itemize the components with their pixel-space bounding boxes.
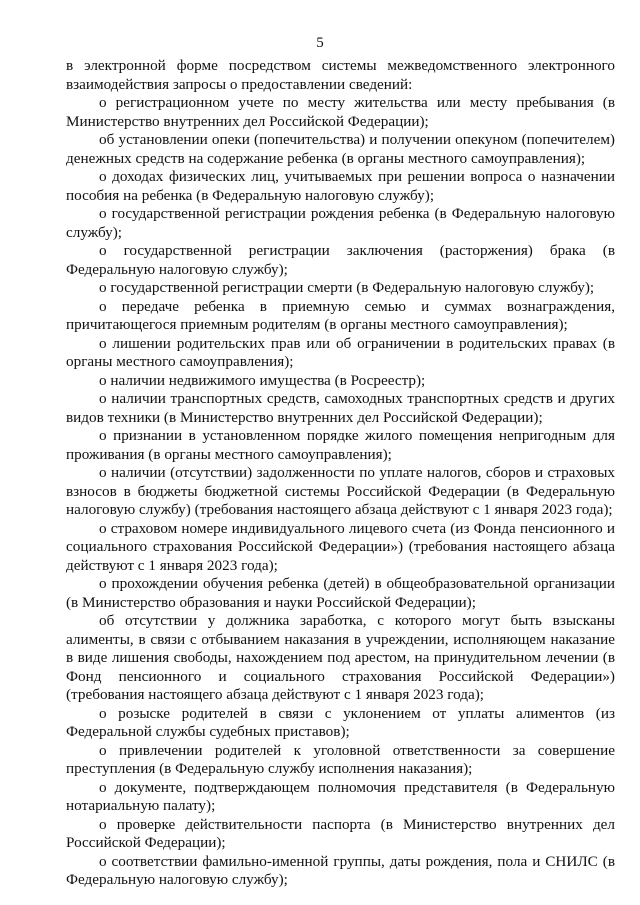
list-item-foster-family: о передаче ребенка в приемную семью и суммах вознаграждения, причитающегося приемным родителям (в органы местного самоуправления); bbox=[66, 297, 615, 333]
list-item-parental-rights: о лишении родительских прав или об ограничении в родительских правах (в органы местного самоуправления); bbox=[66, 334, 615, 370]
document-body bbox=[66, 57, 615, 890]
list-item-real-estate: о наличии недвижимого имущества (в Росреестр); bbox=[99, 371, 426, 389]
list-item-tax-debt: о наличии (отсутствии) задолженности по уплате налогов, сборов и страховых взносов в бюджеты бюджетной системы Российской Федерации (в Федеральную налоговую службу) (требования настоящего абзаца действуют с 1 января 2023 года); bbox=[66, 464, 615, 518]
list-item-criminal-liability: о привлечении родителей к уголовной ответственности за совершение преступления (в Федеральную службу исполнения наказания); bbox=[66, 741, 615, 777]
page-number: 5 bbox=[316, 35, 324, 51]
list-item-name-data-match: о соответствии фамильно-именной группы, даты рождения, пола и СНИЛС (в Федеральную налоговую службу); bbox=[66, 852, 615, 888]
list-item-birth-registration: о государственной регистрации рождения ребенка (в Федеральную налоговую службу); bbox=[66, 205, 615, 241]
list-item-personal-income: о доходах физических лиц, учитываемых при решении вопроса о назначении пособия на ребенка (в Федеральную налоговую службу); bbox=[66, 168, 615, 204]
list-item-housing-unfit: о признании в установленном порядке жилого помещения непригодным для проживания (в органы местного самоуправления); bbox=[66, 427, 615, 463]
list-item-guardianship: об установлении опеки (попечительства) и получении опекуном (попечителем) денежных средств на содержание ребенка (в органы местного самоуправления); bbox=[66, 131, 615, 167]
list-item-passport-check: о проверке действительности паспорта (в Министерство внутренних дел Российской Федерации); bbox=[66, 815, 615, 851]
intro-paragraph: в электронной форме посредством системы межведомственного электронного взаимодействия запросы о предоставлении сведений: bbox=[66, 57, 615, 93]
list-item-representative-document: о документе, подтверждающем полномочия представителя (в Федеральную нотариальную палату); bbox=[66, 778, 615, 814]
list-item-school-education: о прохождении обучения ребенка (детей) в общеобразовательной организации (в Министерство образования и науки Российской Федерации); bbox=[66, 575, 615, 611]
list-item-marriage-registration: о государственной регистрации заключения (расторжения) брака (в Федеральную налоговую службу); bbox=[66, 242, 615, 278]
list-item-snils-number: о страховом номере индивидуального лицевого счета (из Фонда пенсионного и социального страхования Российской Федерации») (требования настоящего абзаца действуют с 1 января 2023 года); bbox=[66, 519, 615, 574]
list-item-death-registration: о государственной регистрации смерти (в Федеральную налоговую службу); bbox=[99, 279, 595, 296]
list-item-parent-search: о розыске родителей в связи с уклонением от уплаты алиментов (из Федеральной службы судебных приставов); bbox=[66, 704, 615, 740]
list-item-residence-registration: о регистрационном учете по месту жительства или месту пребывания (в Министерство внутренних дел Российской Федерации); bbox=[66, 94, 615, 130]
list-item-vehicles: о наличии транспортных средств, самоходных транспортных средств и других видов техники (в Министерство внутренних дел Российской Федерации); bbox=[66, 390, 615, 426]
list-item-debtor-earnings: об отсутствии у должника заработка, с которого могут быть взысканы алименты, в связи с отбыванием наказания в учреждении, исполняющем наказание в виде лишения свободы, нахождением под арестом, на принудительном лечении (в Фонд пенсионного и социального страхования Российской Федерации») (требования настоящего абзаца действуют с 1 января 2023 года); bbox=[66, 612, 615, 703]
